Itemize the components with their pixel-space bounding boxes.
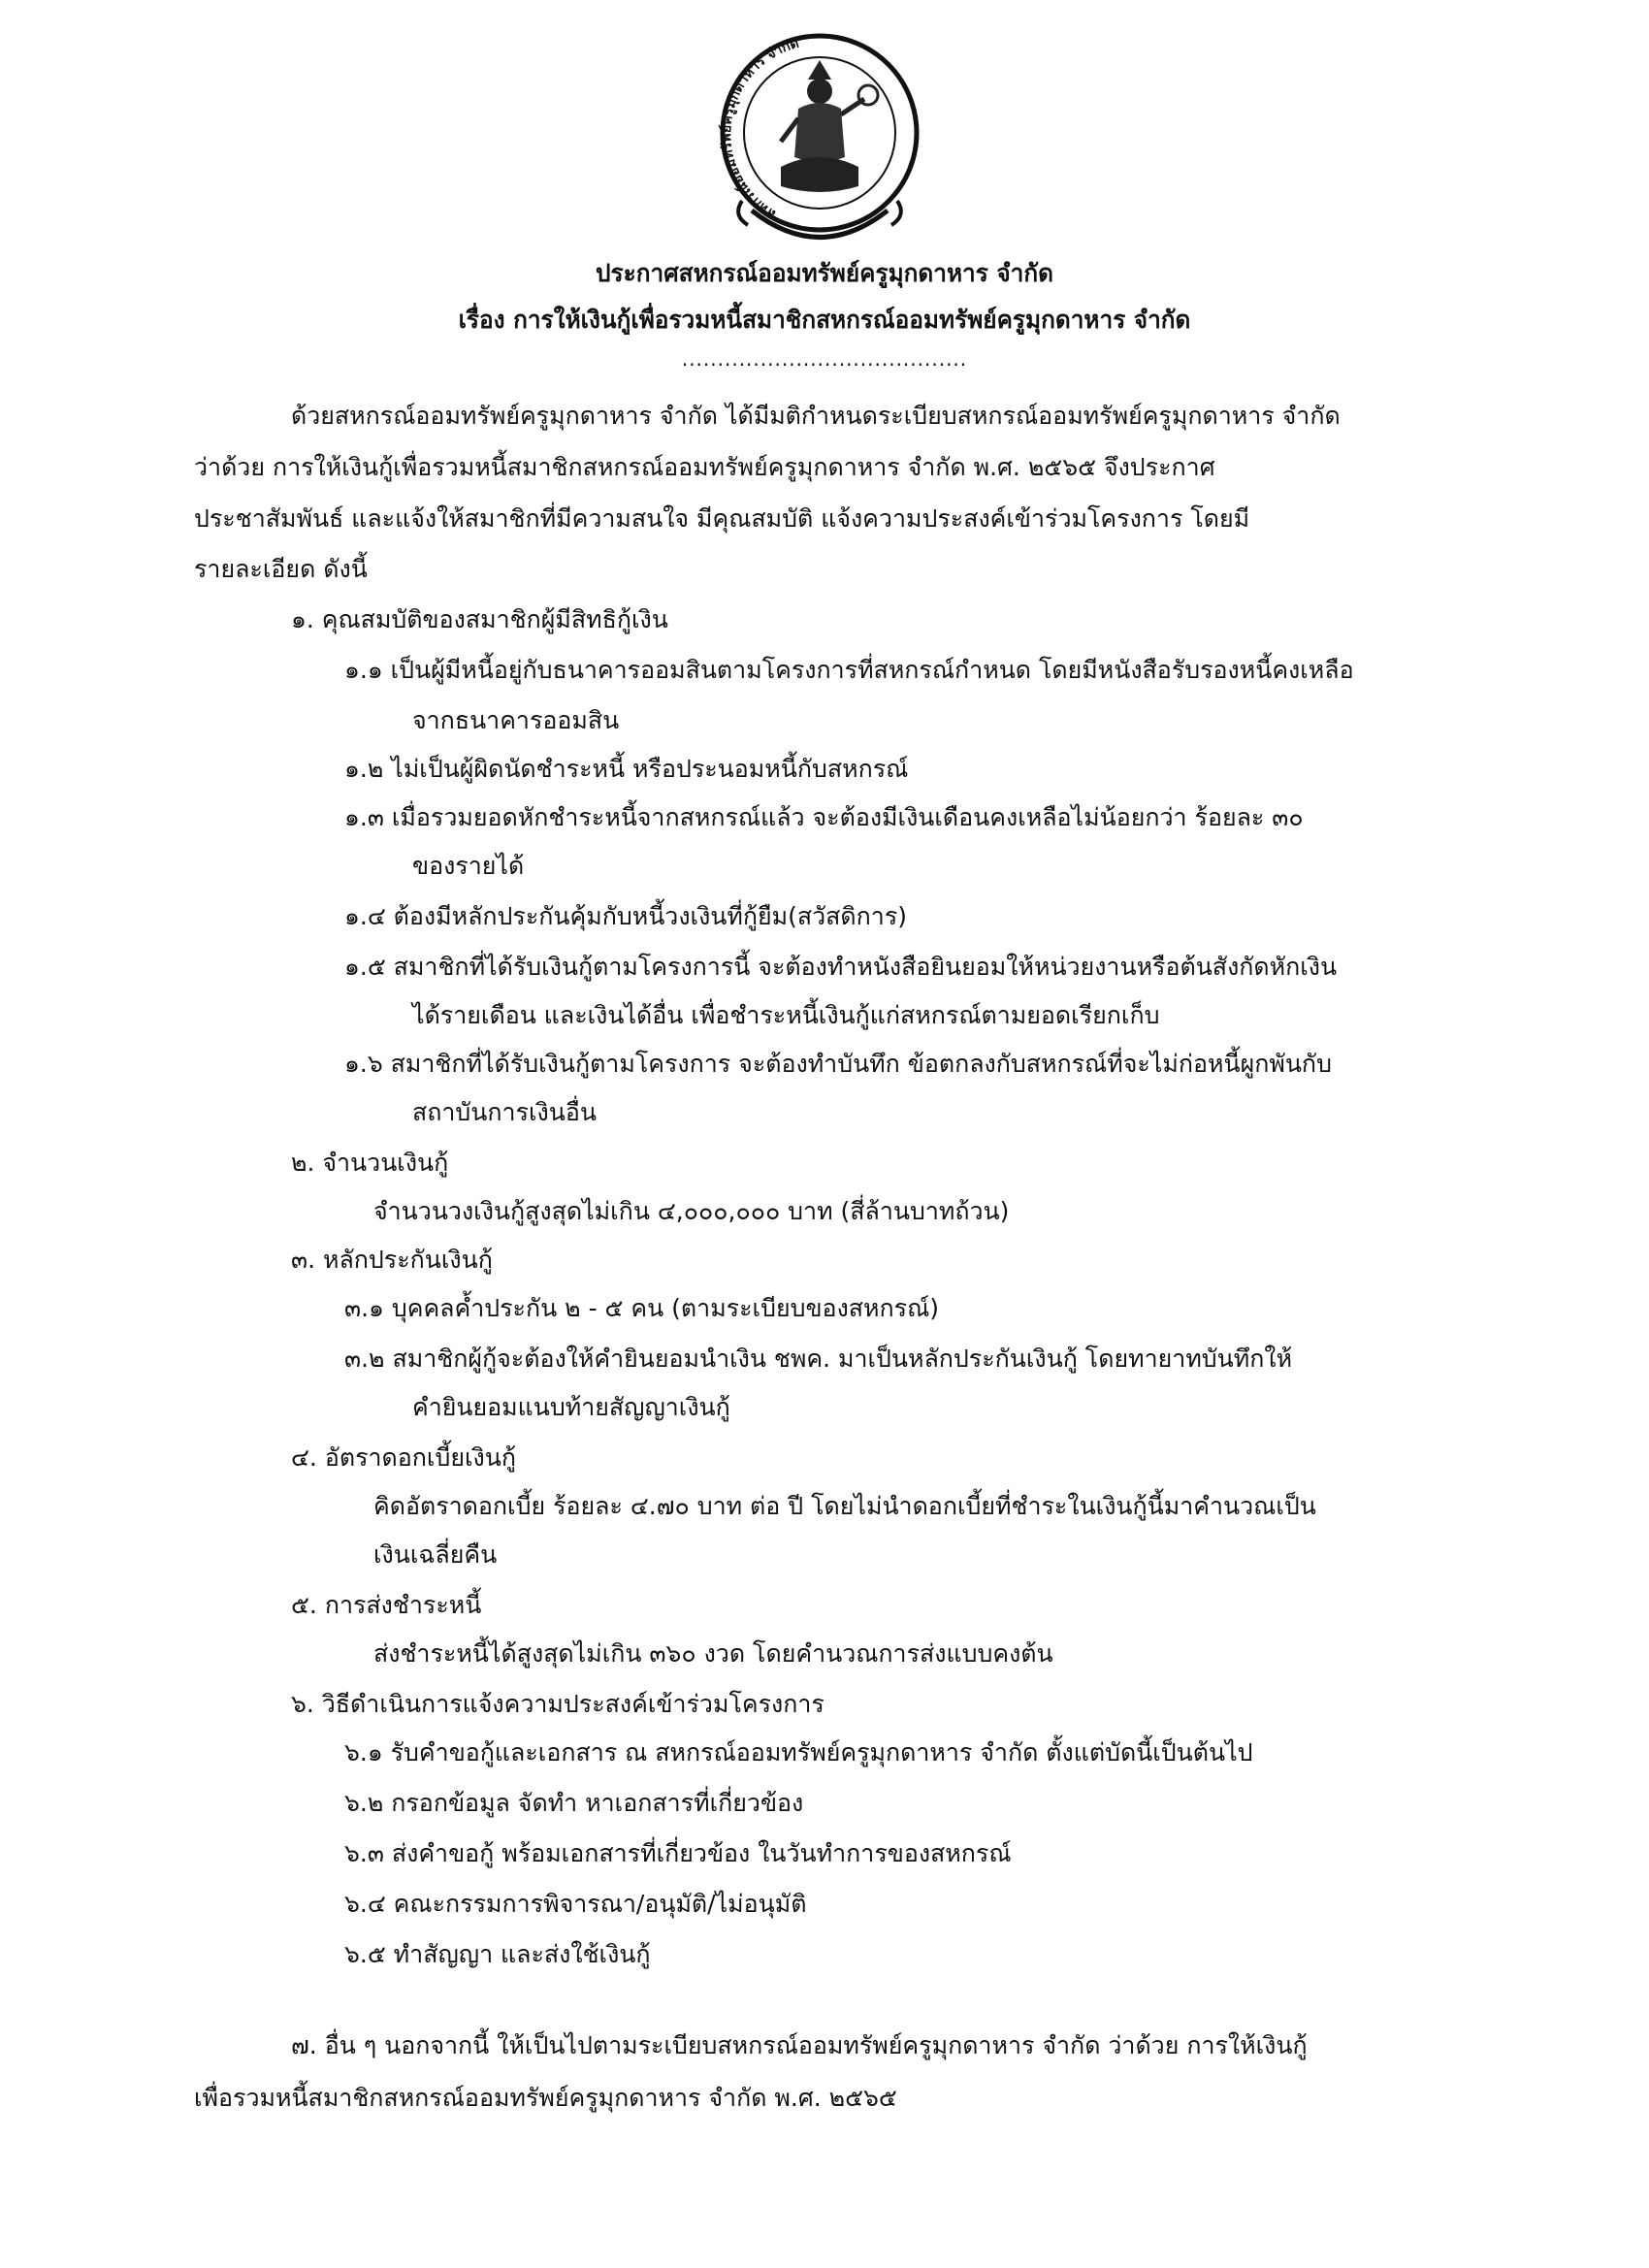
seal-ring-text: สหกรณ์ออมทรัพย์ครูมุกดาหาร จำกัด: [718, 35, 801, 222]
intro-line-3: ประชาสัมพันธ์ และแจ้งให้สมาชิกที่มีความสนใจ มีคุณสมบัติ แจ้งความประสงค์เข้าร่วมโครงการ โดยมี: [194, 504, 1250, 533]
item-1-3: ๑.๓ เมื่อรวมยอดหักชำระหนี้จากสหกรณ์แล้ว จะต้องมีเงินเดือนคงเหลือไม่น้อยกว่า ร้อยละ ๓๐: [344, 803, 1304, 831]
section-5-heading: ๕. การส่งชำระหนี้: [291, 1591, 482, 1619]
item-6-5: ๖.๕ ทำสัญญา และส่งใช้เงินกู้: [344, 1940, 651, 1968]
section-7-line-1: ๗. อื่น ๆ นอกจากนี้ ให้เป็นไปตามระเบียบสหกรณ์ออมทรัพย์ครูมุกดาหาร จำกัด ว่าด้วย การให้เงินกู้: [291, 2031, 1308, 2059]
item-1-1-cont: จากธนาคารออมสิน: [412, 706, 620, 734]
cooperative-seal-logo: [713, 21, 926, 254]
section-2-body: จำนวนวงเงินกู้สูงสุดไม่เกิน ๔,๐๐๐,๐๐๐ บาท (สี่ล้านบาทถ้วน): [373, 1197, 1010, 1225]
title-divider: ........................................: [681, 347, 968, 371]
item-6-2: ๖.๒ กรอกข้อมูล จัดทำ หาเอกสารที่เกี่ยวข้อง: [344, 1789, 804, 1817]
item-6-1: ๖.๑ รับคำขอกู้และเอกสาร ณ สหกรณ์ออมทรัพย์ครูมุกดาหาร จำกัด ตั้งแต่บัดนี้เป็นต้นไป: [344, 1738, 1253, 1766]
section-2-heading: ๒. จำนวนเงินกู้: [291, 1149, 449, 1177]
item-6-3: ๖.๓ ส่งคำขอกู้ พร้อมเอกสารที่เกี่ยวข้อง ในวันทำการของสหกรณ์: [344, 1839, 1012, 1867]
item-1-3-cont: ของรายได้: [412, 852, 525, 880]
intro-line-1: ด้วยสหกรณ์ออมทรัพย์ครูมุกดาหาร จำกัด ได้มีมติกำหนดระเบียบสหกรณ์ออมทรัพย์ครูมุกดาหาร จำกัด: [291, 402, 1341, 430]
item-1-6: ๑.๖ สมาชิกที่ได้รับเงินกู้ตามโครงการ จะต้องทำบันทึก ข้อตกลงกับสหกรณ์ที่จะไม่ก่อหนี้ผูกพันกับ: [344, 1050, 1332, 1078]
announcement-subject: เรื่อง การให้เงินกู้เพื่อรวมหนี้สมาชิกสหกรณ์ออมทรัพย์ครูมุกดาหาร จำกัด: [458, 306, 1191, 334]
item-3-1: ๓.๑ บุคคลค้ำประกัน ๒ - ๕ คน (ตามระเบียบของสหกรณ์): [344, 1294, 940, 1322]
item-1-6-cont: สถาบันการเงินอื่น: [412, 1098, 597, 1126]
section-5-body: ส่งชำระหนี้ได้สูงสุดไม่เกิน ๓๖๐ งวด โดยคำนวณการส่งแบบคงต้น: [373, 1639, 1053, 1668]
section-4-body: คิดอัตราดอกเบี้ย ร้อยละ ๔.๗๐ บาท ต่อ ปี โดยไม่นำดอกเบี้ยที่ชำระในเงินกู้นี้มาคำนวณเป็น: [373, 1492, 1316, 1520]
section-6-heading: ๖. วิธีดำเนินการแจ้งความประสงค์เข้าร่วมโครงการ: [291, 1690, 824, 1718]
section-4-heading: ๔. อัตราดอกเบี้ยเงินกู้: [291, 1443, 516, 1472]
item-1-5: ๑.๕ สมาชิกที่ได้รับเงินกู้ตามโครงการนี้ จะต้องทำหนังสือยินยอมให้หน่วยงานหรือต้นสังกัดหักเงิน: [344, 953, 1338, 981]
intro-line-2: ว่าด้วย การให้เงินกู้เพื่อรวมหนี้สมาชิกสหกรณ์ออมทรัพย์ครูมุกดาหาร จำกัด พ.ศ. ๒๕๖๕ จึงประกาศ: [194, 453, 1215, 481]
section-4-body-cont: เงินเฉลี่ยคืน: [373, 1540, 498, 1569]
announcement-title: ประกาศสหกรณ์ออมทรัพย์ครูมุกดาหาร จำกัด: [596, 259, 1053, 287]
section-1-heading: ๑. คุณสมบัติของสมาชิกผู้มีสิทธิกู้เงิน: [291, 605, 668, 633]
item-1-5-cont: ได้รายเดือน และเงินได้อื่น เพื่อชำระหนี้เงินกู้แก่สหกรณ์ตามยอดเรียกเก็บ: [412, 1001, 1160, 1029]
section-3-heading: ๓. หลักประกันเงินกู้: [291, 1246, 493, 1274]
section-7-line-2: เพื่อรวมหนี้สมาชิกสหกรณ์ออมทรัพย์ครูมุกดาหาร จำกัด พ.ศ. ๒๕๖๕: [194, 2084, 897, 2112]
item-3-2-cont: คำยินยอมแนบท้ายสัญญาเงินกู้: [412, 1393, 730, 1421]
item-1-1: ๑.๑ เป็นผู้มีหนี้อยู่กับธนาคารออมสินตามโครงการที่สหกรณ์กำหนด โดยมีหนังสือรับรองหนี้คงเหลือ: [344, 656, 1354, 684]
item-3-2: ๓.๒ สมาชิกผู้กู้จะต้องให้คำยินยอมนำเงิน ชพค. มาเป็นหลักประกันเงินกู้ โดยทายาทบันทึกให้: [344, 1345, 1293, 1373]
item-1-2: ๑.๒ ไม่เป็นผู้ผิดนัดชำระหนี้ หรือประนอมหนี้กับสหกรณ์: [344, 755, 909, 783]
intro-line-4: รายละเอียด ดังนี้: [194, 555, 368, 583]
item-1-4: ๑.๔ ต้องมีหลักประกันคุ้มกับหนี้วงเงินที่กู้ยืม(สวัสดิการ): [344, 902, 908, 930]
item-6-4: ๖.๔ คณะกรรมการพิจารณา/อนุมัติ/ไม่อนุมัติ: [344, 1890, 807, 1918]
